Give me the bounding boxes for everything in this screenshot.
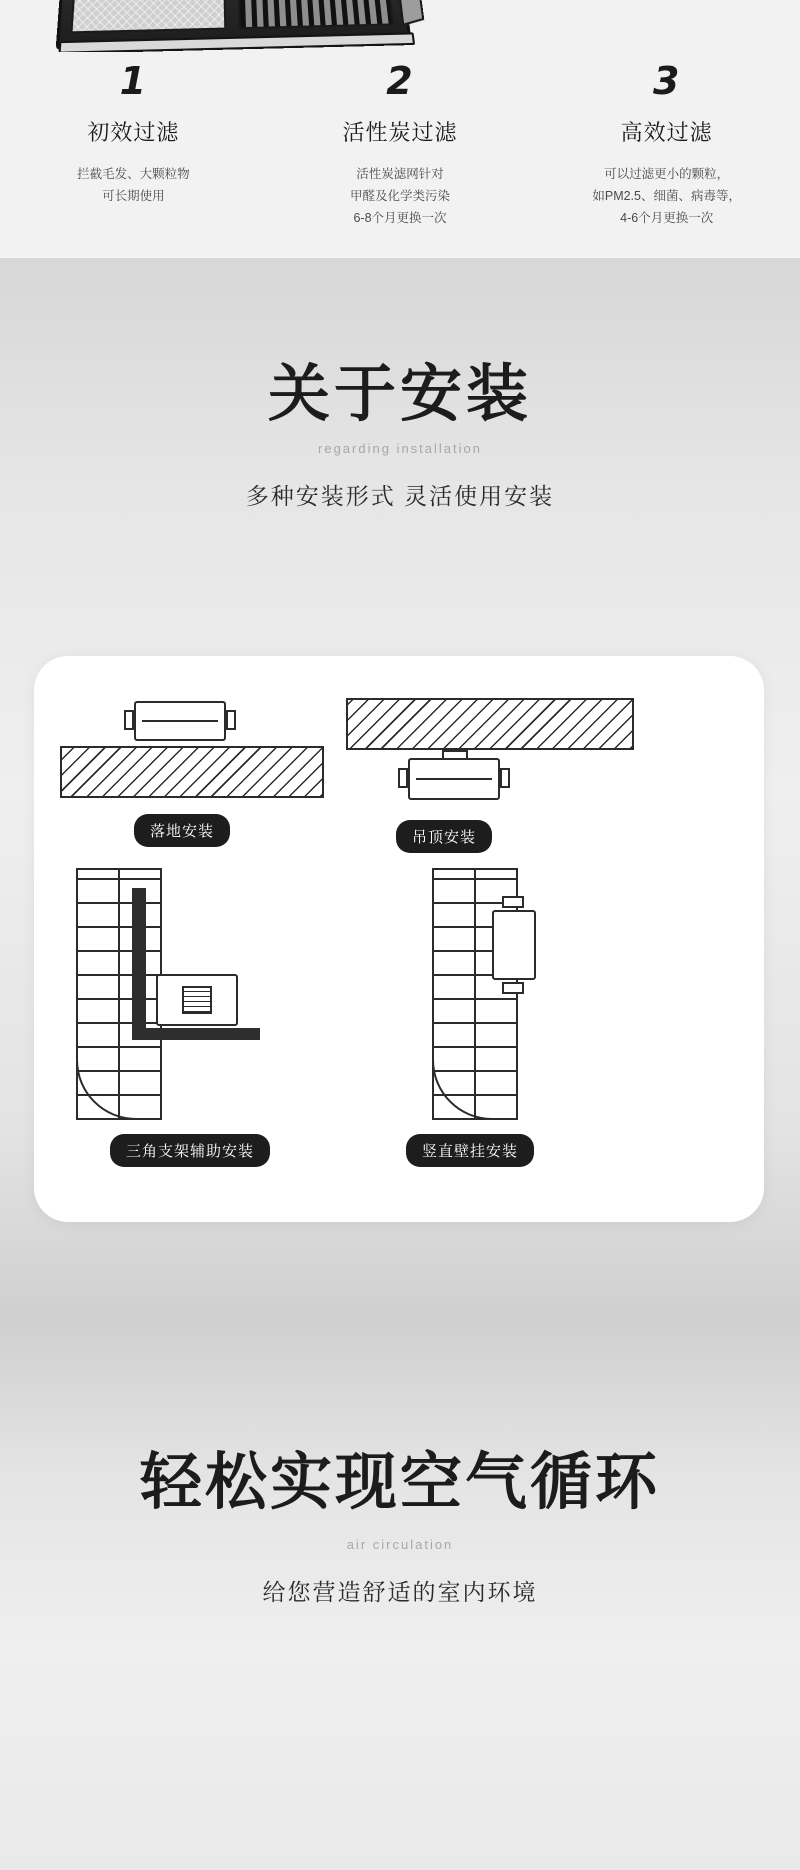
filter-stage-number: 3 <box>652 59 681 103</box>
fin-panel <box>235 0 394 29</box>
filter-stage-desc <box>547 163 786 229</box>
mesh-filter-panel <box>70 0 226 33</box>
filters-section <box>0 0 800 258</box>
filter-stage-desc-line: 甲醛及化学类污染 <box>350 189 451 203</box>
filter-stage-desc <box>281 163 520 229</box>
installation-title: 关于安装 <box>267 360 532 429</box>
installation-diagrams <box>34 656 764 1222</box>
filter-stage-desc-line: 拦截毛发、大颗粒物 <box>77 167 190 181</box>
duct-hatched <box>60 746 324 798</box>
unit-lug <box>226 710 236 730</box>
unit-body <box>408 758 500 800</box>
filter-stage-desc-line: 可以过滤更小的颗粒， <box>604 167 730 181</box>
unit-lug <box>124 710 134 730</box>
diagram-tag: 落地安装 <box>134 814 230 847</box>
air-circulation-section <box>0 1320 800 1870</box>
air-circulation-subtitle-en: air circulation <box>346 1537 454 1552</box>
filter-stage-title: 高效过滤 <box>620 120 713 145</box>
grille-icon <box>182 986 212 1014</box>
support-bracket <box>132 1028 260 1040</box>
unit-connector <box>442 750 468 760</box>
air-circulation-title: 轻松实现空气循环 <box>139 1448 660 1517</box>
filter-stage-2 <box>267 59 534 229</box>
unit-lug <box>398 768 408 788</box>
filter-stage-list <box>0 59 800 229</box>
duct-hatched <box>346 698 634 750</box>
installation-subtitle-cn: 多种安装形式 灵活使用安装 <box>245 483 555 510</box>
unit-lug <box>502 982 524 994</box>
unit-lug <box>500 768 510 788</box>
filter-stage-desc <box>14 163 253 207</box>
air-circulation-subtitle-cn: 给您营造舒适的室内环境 <box>262 1579 538 1605</box>
unit-body <box>492 910 536 980</box>
unit-lug <box>502 896 524 908</box>
filter-stage-number: 2 <box>386 59 414 103</box>
diagram-tag: 吊顶安装 <box>396 820 492 853</box>
filter-stage-desc-line: 可长期使用 <box>102 189 165 203</box>
filter-stage-desc-line: 如PM2.5、细菌、病毒等， <box>592 189 741 203</box>
filter-stage-title: 初效过滤 <box>87 120 180 145</box>
diagram-tag: 三角支架辅助安装 <box>110 1134 270 1167</box>
filter-stage-1 <box>0 59 267 229</box>
installation-section <box>0 258 800 1320</box>
diagram-tag: 竖直壁挂安装 <box>406 1134 534 1167</box>
filter-stage-desc-line: 活性炭滤网针对 <box>356 167 444 181</box>
filter-stage-title: 活性炭过滤 <box>342 120 458 145</box>
filter-stage-desc-line: 6-8个月更换一次 <box>353 211 447 225</box>
air-purifier-unit-image <box>56 0 412 50</box>
installation-subtitle-en: regarding installation <box>318 441 482 457</box>
mount-beam <box>132 888 146 1038</box>
unit-body <box>134 701 226 741</box>
filter-stage-desc-line: 4-6个月更换一次 <box>620 211 714 225</box>
installation-diagram-card <box>34 656 764 1222</box>
filter-stage-3 <box>533 59 800 229</box>
unit-base-edge <box>58 32 415 52</box>
filter-stage-number: 1 <box>119 59 148 103</box>
product-photo <box>0 0 800 52</box>
